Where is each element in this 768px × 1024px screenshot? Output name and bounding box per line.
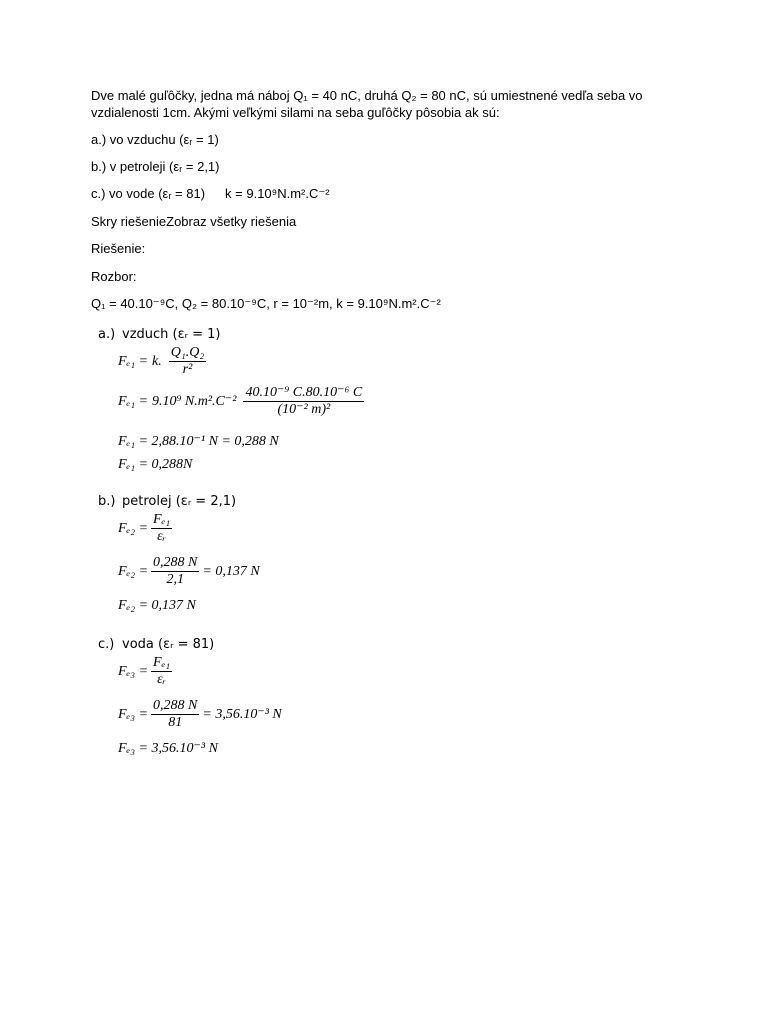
analysis-label: Rozbor: [91,269,137,284]
eq-b2-denominator: 2,1 [166,572,184,587]
eq-a2-numerator: 40.10⁻⁹ C.80.10⁻⁶ C [245,385,363,400]
option-c: c.) vo vode (εᵣ = 81) [91,186,206,201]
eq-c2-rhs: = 3,56.10⁻³ N [202,707,282,722]
equation-c-1 [118,656,175,687]
problem-line-2: vzdialenosti 1cm. Akými veľkými silami na seba guľôčky pôsobia ak sú: [91,105,500,120]
eq-c1-denominator: εᵣ [157,672,167,687]
eq-c1-numerator: Fₑ₁ [153,655,171,670]
equation-a-3: Fₑ₁ = 2,88.10⁻¹ N = 0,288 N [118,434,279,449]
solution-label: Riešenie: [91,241,146,256]
equation-c-2 [118,699,282,730]
solution-links [91,213,691,230]
eq-c2-numerator: 0,288 N [153,698,198,713]
equation-a-4: Fₑ₁ = 0,288N [118,457,193,472]
eq-a2-constant: 9.10⁹ N.m².C⁻² [152,394,237,409]
eq-c2-fraction [151,699,199,730]
eq-a2-fraction [243,386,364,417]
option-a: a.) vo vzduchu (εᵣ = 1) [91,132,219,147]
equation-b-2 [118,556,260,587]
eq-a1-numerator: Q₁.Q₂ [170,345,205,360]
equation-b-3: Fₑ₂ = 0,137 N [118,598,196,613]
section-c-heading [98,637,214,653]
section-b-heading [98,494,236,510]
section-c-number: c.) [98,637,115,652]
eq-b1-lhs: Fₑ₂ = [118,520,149,536]
section-b-title: petrolej (εᵣ = 2,1) [122,494,237,509]
section-a-heading [98,327,221,343]
section-b-number: b.) [98,494,116,509]
show-all-solutions-link[interactable]: Zobraz všetky riešenia [166,214,297,229]
eq-a1-k: k. [152,353,162,369]
constant-k: k = 9.10⁹N.m².C⁻² [225,186,330,201]
eq-b2-fraction [151,556,199,587]
eq-c2-denominator: 81 [168,715,183,730]
equation-a-2 [118,386,367,417]
eq-a1-denominator: r² [182,362,193,377]
eq-b2-numerator: 0,288 N [153,555,198,570]
section-a-number: a.) [98,327,116,342]
hide-solution-link[interactable]: Skry riešenie [91,214,167,229]
eq-b1-fraction [151,513,172,544]
eq-b2-rhs: = 0,137 N [202,563,260,579]
section-a-title: vzduch (εᵣ = 1) [122,327,221,342]
equation-a-1 [118,346,209,377]
given-values: Q₁ = 40.10⁻⁹C, Q₂ = 80.10⁻⁹C, r = 10⁻²m, k = 9.10⁹N.m².C⁻² [91,296,441,311]
section-c-title: voda (εᵣ = 81) [122,637,215,652]
equation-b-1 [118,513,175,544]
eq-b1-denominator: εᵣ [157,529,167,544]
eq-c1-fraction [151,656,172,687]
eq-c1-lhs: Fₑ₃ = [118,663,149,679]
eq-a2-lhs: Fₑ₁ = [118,393,149,409]
problem-line-1: Dve malé guľôčky, jedna má náboj Q₁ = 40 nC, druhá Q₂ = 80 nC, sú umiestnené vedľa seba vo [91,88,643,103]
eq-a2-denominator: (10⁻² m)² [277,402,331,417]
option-b: b.) v petroleji (εᵣ = 2,1) [91,159,220,174]
equation-c-3: Fₑ₃ = 3,56.10⁻³ N [118,741,218,756]
eq-c2-lhs: Fₑ₃ = [118,706,149,722]
eq-a1-fraction [169,346,206,377]
eq-b1-numerator: Fₑ₁ [153,512,171,527]
eq-a1-lhs: Fₑ₁ = [118,353,149,369]
eq-b2-lhs: Fₑ₂ = [118,563,149,579]
option-c-row [91,185,691,202]
